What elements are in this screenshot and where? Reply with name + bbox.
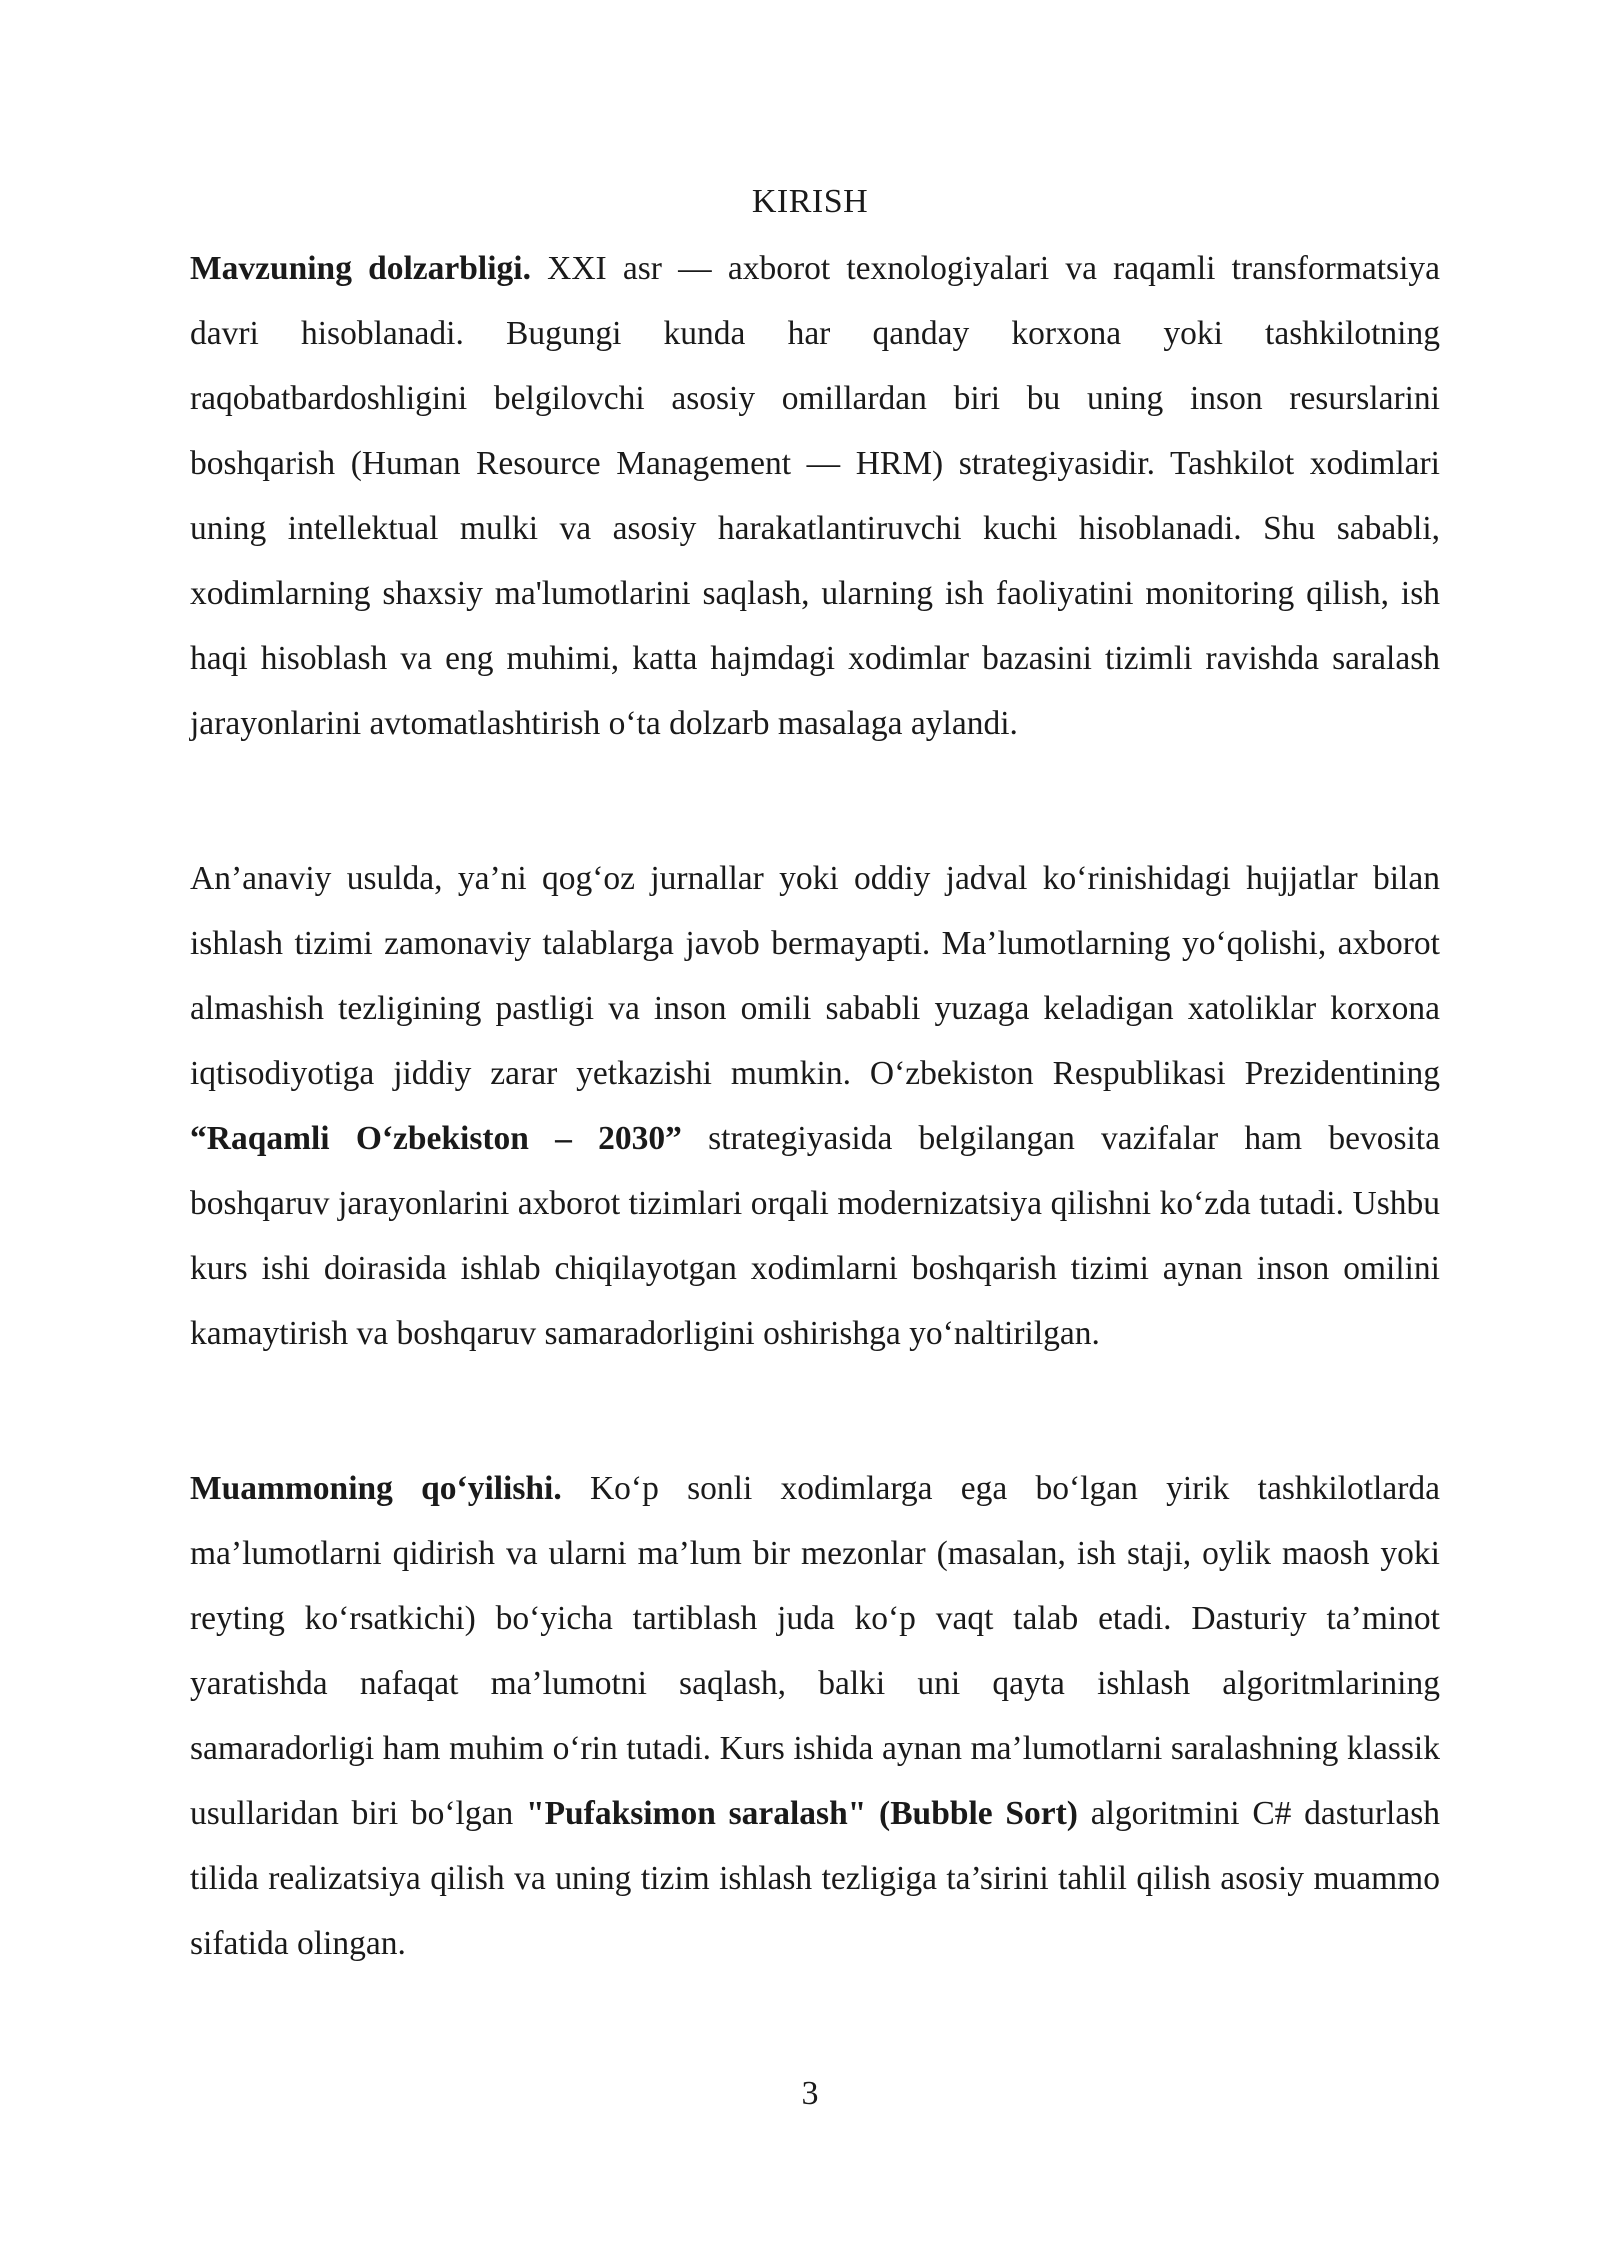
relevance-lead: Mavzuning dolzarbligi. <box>190 250 531 287</box>
section-heading: KIRISH <box>751 183 869 220</box>
paragraph-problem <box>190 1456 1440 1976</box>
paragraph-relevance <box>190 236 1440 756</box>
context-text-before: An’anaviy usulda, ya’ni qog‘oz jurnallar yoki oddiy jadval ko‘rinishidagi hujjatlar bilan ishlash tizimi zamonaviy talablarga javob bermayapti. Ma’lumotlarning yo‘qolishi, axborot almashish tezligining pastligi va inson omili sababli yuzaga keladigan xatoliklar korxona iqtisodiyotiga jiddiy zarar yetkazishi mumkin. O‘zbekiston Respublikasi Prezidentining <box>190 860 1440 1092</box>
relevance-text: XXI asr — axborot texnologiyalari va raqamli transformatsiya davri hisoblanadi. Bugungi kunda har qanday korxona yoki tashkilotning raqobatbardoshligini belgilovchi asosiy omillardan biri bu uning inson resurslarini boshqarish (Human Resource Management — HRM) strategiyasidir. Tashkilot xodimlari uning intellektual mulki va asosiy harakatlantiruvchi kuchi hisoblanadi. Shu sababli, xodimlarning shaxsiy ma'lumotlarini saqlash, ularning ish faoliyatini monitoring qilish, ish haqi hisoblash va eng muhimi, katta hajmdagi xodimlar bazasini tizimli ravishda saralash jarayonlarini avtomatlashtirish o‘ta dolzarb masalaga aylandi. <box>190 250 1441 742</box>
strategy-title: “Raqamli O‘zbekiston – 2030” <box>190 1120 682 1157</box>
page-number: 3 <box>801 2075 819 2112</box>
paragraph-context <box>190 846 1440 1366</box>
problem-text-after: algoritmini C# dasturlash tilida realizatsiya qilish va uning tizim ishlash tezligiga ta’sirini tahlil qilish asosiy muammo sifatida olingan. <box>190 1795 1440 1962</box>
algorithm-name: "Pufaksimon saralash" (Bubble Sort) <box>525 1795 1078 1832</box>
problem-text-before: Ko‘p sonli xodimlarga ega bo‘lgan yirik tashkilotlarda ma’lumotlarni qidirish va ularni ma’lum bir mezonlar (masalan, ish staji, oylik maosh yoki reyting ko‘rsatkichi) bo‘yicha tartiblash juda ko‘p vaqt talab etadi. Dasturiy ta’minot yaratishda nafaqat ma’lumotni saqlash, balki uni qayta ishlash algoritmlarining samaradorligi ham muhim o‘rin tutadi. Kurs ishida aynan ma’lumotlarni saralashning klassik usullaridan biri bo‘lgan <box>190 1470 1440 1832</box>
problem-lead: Muammoning qo‘yilishi. <box>190 1470 562 1507</box>
context-text-after: strategiyasida belgilangan vazifalar ham bevosita boshqaruv jarayonlarini axborot tizimlari orqali modernizatsiya qilishni ko‘zda tutadi. Ushbu kurs ishi doirasida ishlab chiqilayotgan xodimlarni boshqarish tizimi aynan inson omilini kamaytirish va boshqaruv samaradorligini oshirishga yo‘naltirilgan. <box>190 1120 1440 1352</box>
